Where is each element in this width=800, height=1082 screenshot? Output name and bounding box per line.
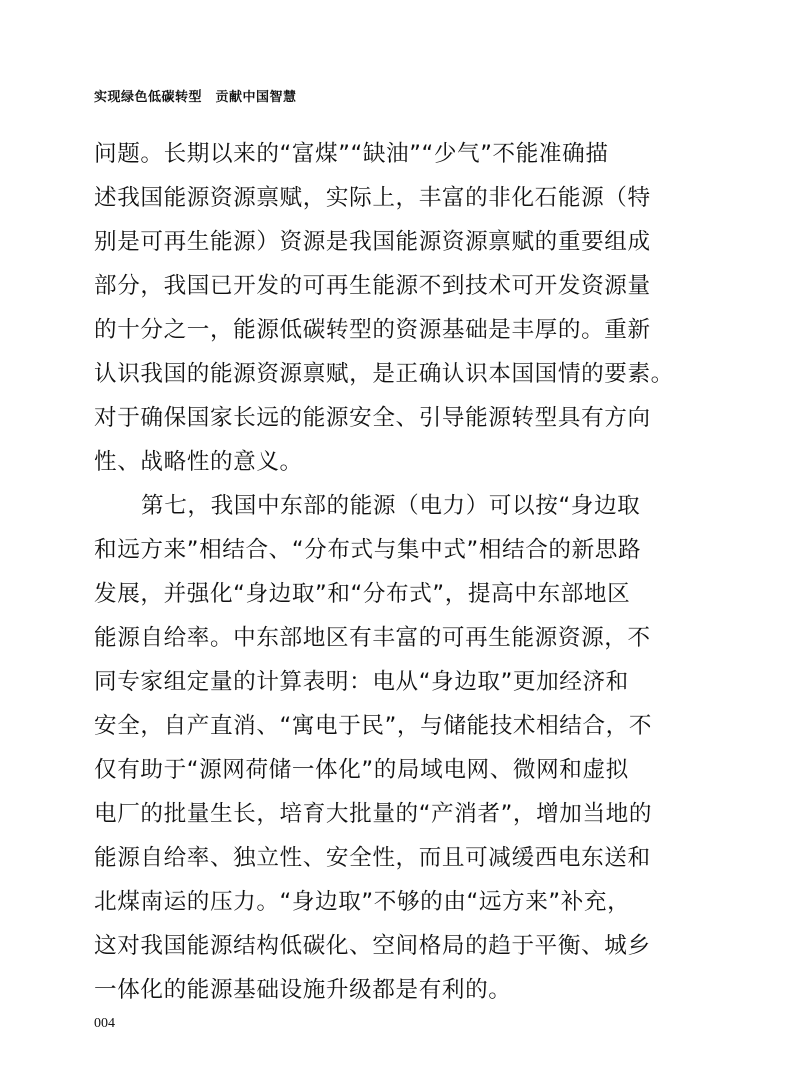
running-header: 实现绿色低碳转型 贡献中国智慧 [94, 90, 297, 105]
page-number: 004 [94, 1016, 115, 1031]
text-line: 能源自给率。中东部地区有丰富的可再生能源资源，不 [94, 625, 651, 651]
text-line: 同专家组定量的计算表明：电从“身边取”更加经济和 [94, 669, 629, 695]
text-line: 别是可再生能源）资源是我国能源资源禀赋的重要组成 [94, 229, 651, 255]
text-line: 对于确保国家长远的能源安全、引导能源转型具有方向 [94, 405, 651, 431]
text-line: 的十分之一，能源低碳转型的资源基础是丰厚的。重新 [94, 317, 651, 343]
text-line: 问题。长期以来的“富煤”“缺油”“少气”不能准确描 [94, 141, 609, 167]
text-line: 和远方来”相结合、“分布式与集中式”相结合的新思路 [94, 537, 642, 563]
text-line: 一体化的能源基础设施升级都是有利的。 [94, 977, 512, 1003]
text-line: 能源自给率、独立性、安全性，而且可减缓西电东送和 [94, 845, 651, 871]
text-line: 性、战略性的意义。 [94, 449, 303, 475]
text-line: 部分，我国已开发的可再生能源不到技术可开发资源量 [94, 273, 651, 299]
text-line: 述我国能源资源禀赋，实际上，丰富的非化石能源（特 [94, 185, 651, 211]
text-line: 发展，并强化“身边取”和“分布式”，提高中东部地区 [94, 581, 631, 607]
text-line: 电厂的批量生长，培育大批量的“产消者”，增加当地的 [94, 801, 653, 827]
text-line: 这对我国能源结构低碳化、空间格局的趋于平衡、城乡 [94, 933, 651, 959]
paragraph-start-line: 第七，我国中东部的能源（电力）可以按“身边取 [141, 493, 641, 519]
text-line: 认识我国的能源资源禀赋，是正确认识本国国情的要素。 [94, 361, 674, 387]
text-line: 北煤南运的压力。“身边取”不够的由“远方来”补充， [94, 889, 631, 915]
text-line: 仅有助于“源网荷储一体化”的局域电网、微网和虚拟 [94, 757, 629, 783]
body-text [94, 132, 674, 1012]
text-line: 安全，自产直消、“寓电于民”，与储能技术相结合，不 [94, 713, 653, 739]
